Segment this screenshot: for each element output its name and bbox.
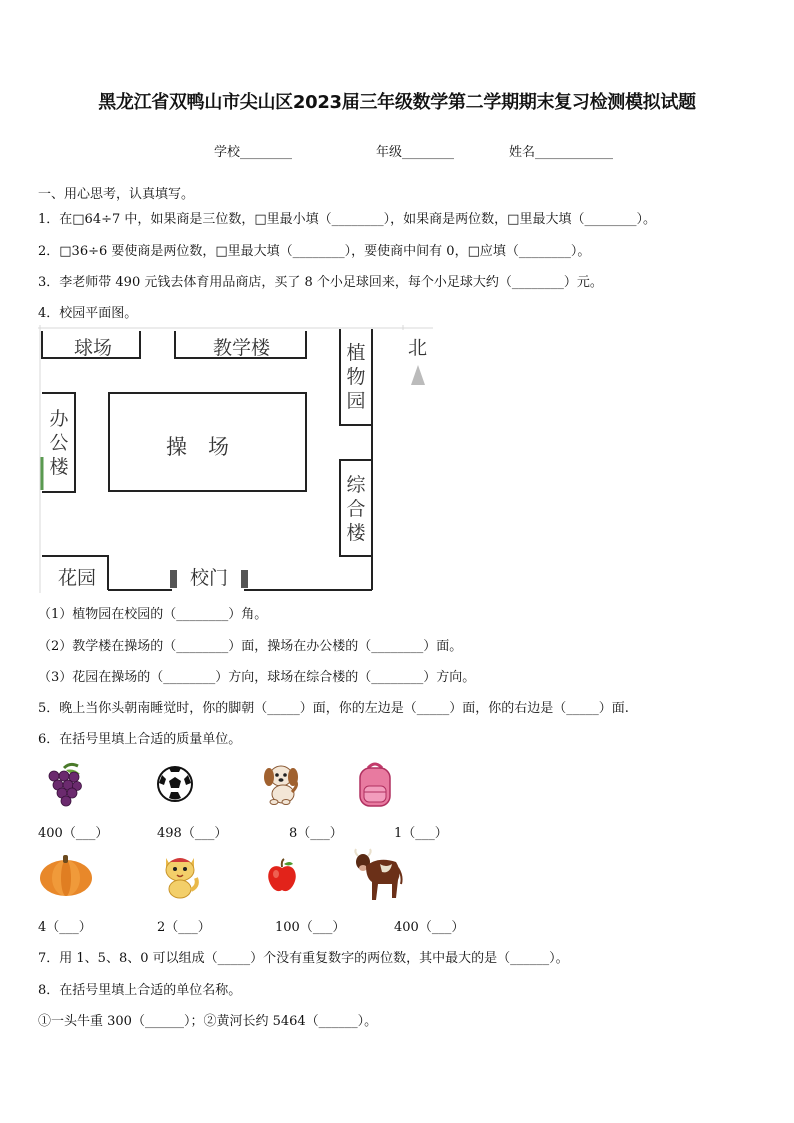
map-label-north: 北	[408, 337, 428, 359]
cow-icon	[352, 848, 404, 904]
mass-item-caption: 1（___）	[394, 826, 448, 841]
question-8: 8．在括号里填上合适的单位名称。	[38, 983, 242, 998]
question-5: 5．晚上当你头朝南睡觉时，你的脚朝（_____）面，你的左边是（_____）面，你的右边是（_____）面.	[38, 701, 629, 716]
mass-item-caption: 400（___）	[394, 920, 465, 935]
map-label-garden: 花园	[58, 567, 97, 589]
backpack-icon	[354, 760, 396, 808]
campus-map	[38, 325, 433, 593]
map-label-office-building: 办公楼	[49, 408, 69, 478]
grapes-icon	[44, 762, 86, 808]
grade-field: 年级________	[376, 145, 455, 160]
puppy-icon	[262, 762, 300, 806]
question-1: 1．在□64÷7 中，如果商是三位数，□里最小填（________），如果商是两位数，□里最大填（________）。	[38, 212, 656, 227]
cat-icon	[158, 852, 202, 900]
question-6: 6．在括号里填上合适的质量单位。	[38, 732, 242, 747]
apple-icon	[266, 858, 298, 894]
map-label-sports-field: 操 场	[166, 435, 229, 459]
soccer-ball-icon	[156, 765, 194, 803]
map-label-complex-building: 综合楼	[346, 474, 366, 544]
question-4-2: （2）教学楼在操场的（________）面，操场在办公楼的（________）面。	[38, 639, 463, 654]
section-heading: 一、用心思考，认真填写。	[38, 187, 195, 202]
mass-item-caption: 8（___）	[289, 826, 343, 841]
map-label-ball-court: 球场	[74, 337, 113, 359]
question-4: 4．校园平面图。	[38, 306, 138, 321]
question-4-3: （3）花园在操场的（________）方向，球场在综合楼的（________）方向。	[38, 670, 476, 685]
mass-item-caption: 498（___）	[157, 826, 228, 841]
page-title: 黑龙江省双鸭山市尖山区2023届三年级数学第二学期期末复习检测模拟试题	[98, 92, 696, 113]
mass-item-caption: 100（___）	[275, 920, 346, 935]
mass-item-caption: 400（___）	[38, 826, 109, 841]
mass-item-caption: 4（___）	[38, 920, 92, 935]
question-8-line: ①一头牛重 300（______）；②黄河长约 5464（______）。	[38, 1014, 378, 1029]
map-label-botanical-garden: 植物园	[346, 342, 366, 412]
question-2: 2．□36÷6 要使商是两位数，□里最大填（________），要使商中间有 0，□应填（________）。	[38, 244, 591, 259]
name-field: 姓名____________	[509, 145, 614, 160]
mass-item-caption: 2（___）	[157, 920, 211, 935]
campus-map-lines	[38, 325, 433, 593]
question-7: 7．用 1、5、8、0 可以组成（_____）个没有重复数字的两位数，其中最大的是（______）。	[38, 951, 569, 966]
map-label-teaching-building: 教学楼	[213, 337, 271, 359]
map-label-school-gate: 校门	[190, 567, 229, 589]
question-3: 3．李老师带 490 元钱去体育用品商店，买了 8 个小足球回来，每个小足球大约（________）元。	[38, 275, 603, 290]
pumpkin-icon	[38, 852, 94, 898]
school-field: 学校________	[214, 145, 293, 160]
question-4-1: （1）植物园在校园的（________）角。	[38, 607, 268, 622]
